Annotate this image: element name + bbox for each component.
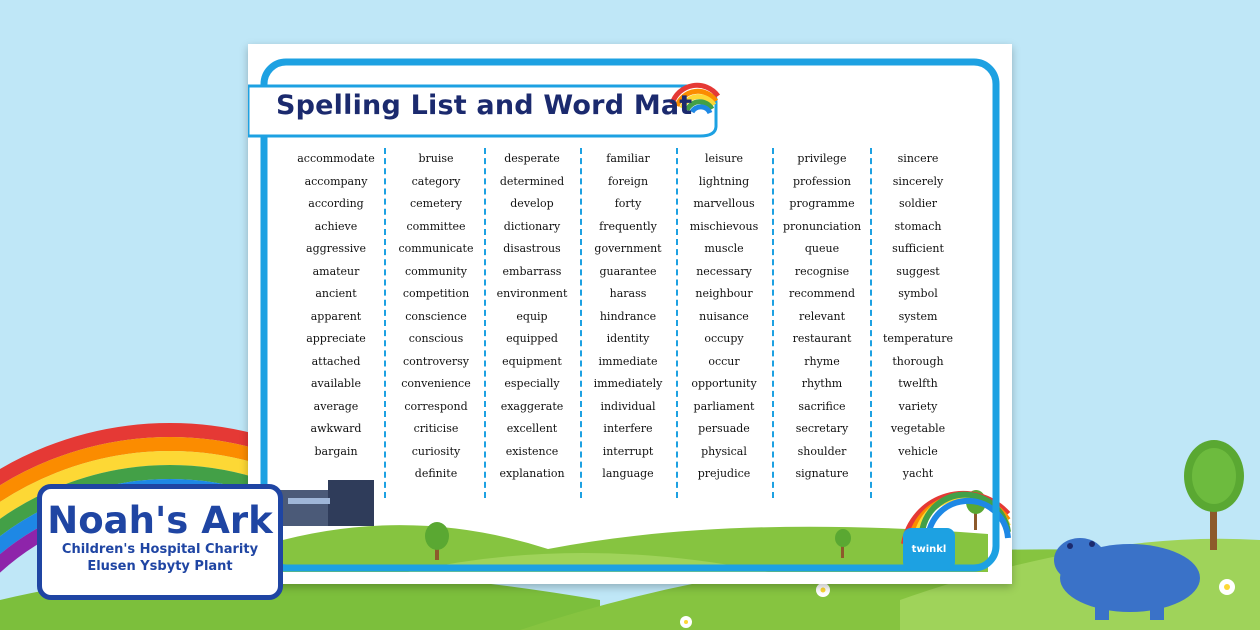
spelling-word: develop [510,197,554,210]
word-column-1 [288,148,386,498]
word-column-4 [580,148,678,498]
spelling-word: available [311,377,361,390]
spelling-word: lightning [698,174,750,188]
spelling-word: opportunity [691,377,757,390]
spelling-word: ancient [315,287,357,300]
spelling-word: existence [505,444,559,458]
spelling-word: recognise [794,264,850,278]
spelling-word: rhythm [801,377,843,390]
spelling-word: accommodate [297,152,375,165]
logo-line-english: Children's Hospital Charity [61,542,259,557]
spelling-word: hindrance [599,309,657,323]
spelling-word: curiosity [411,444,461,458]
spelling-word: marvellous [693,197,755,210]
spelling-word: amateur [312,264,360,278]
spelling-word: interfere [603,422,653,435]
spelling-word: desperate [504,152,560,165]
spelling-word: persuade [698,422,750,435]
spelling-word: awkward [310,422,362,435]
spelling-word: restaurant [792,332,852,345]
spelling-word: conscious [408,332,464,345]
spelling-word: queue [804,242,840,255]
spelling-word: excellent [506,422,558,435]
spelling-word: physical [701,444,747,458]
spelling-word: programme [789,197,855,210]
spelling-word: occur [708,354,740,368]
spelling-word: definite [414,467,458,480]
spelling-word: disastrous [503,242,561,255]
spelling-word: environment [496,287,568,300]
spelling-word: suggest [896,264,940,278]
spelling-word: sacrifice [798,399,846,413]
spelling-word: conscience [405,309,467,323]
spelling-word: recommend [788,287,856,300]
spelling-word: attached [311,354,361,368]
spelling-word: immediately [593,377,663,390]
spelling-word: twelfth [898,377,938,390]
word-column-2 [388,148,486,498]
word-column-3 [484,148,582,498]
spelling-word: criticise [413,422,459,435]
spelling-word: bargain [314,444,358,458]
spelling-word: muscle [704,242,744,255]
spelling-word: immediate [598,354,658,368]
spelling-word: yacht [902,467,934,480]
spelling-word: variety [898,399,938,413]
spelling-word: necessary [696,264,752,278]
word-grid [288,148,968,498]
spelling-word: controversy [402,354,469,368]
spelling-word: thorough [892,354,944,368]
spelling-word: secretary [795,422,849,435]
tree-icon [1184,440,1244,550]
noahs-ark-logo [37,484,283,600]
spelling-word: familiar [606,152,650,165]
spelling-word: signature [795,467,849,480]
spelling-word: apparent [310,309,362,323]
word-column-6 [774,148,872,498]
spelling-word: sincere [897,152,939,165]
spelling-word: aggressive [306,242,366,255]
spelling-word: individual [600,399,656,413]
spelling-word: profession [792,174,852,188]
spelling-word: symbol [898,287,938,300]
spelling-word: convenience [401,377,471,390]
spelling-word: stomach [894,219,942,233]
spelling-word: relevant [798,309,846,323]
spelling-word: exaggerate [500,399,564,413]
spelling-word: vegetable [890,422,946,435]
spelling-word: frequently [599,219,657,233]
spelling-word: correspond [404,399,468,413]
spelling-word: embarrass [502,264,562,278]
spelling-word: cemetery [409,197,462,210]
spelling-word: equipment [502,354,562,368]
spelling-word: determined [499,174,565,188]
spelling-word: according [308,197,364,210]
spelling-word: equip [516,309,548,323]
word-column-5 [676,148,774,498]
spelling-word: shoulder [797,444,847,458]
spelling-word: government [594,242,662,255]
logo-name: Noah's Ark [47,499,273,542]
spelling-word: equipped [506,332,558,345]
spelling-word: communicate [398,242,474,255]
spelling-word: parliament [693,399,755,413]
spelling-word: forty [614,197,642,210]
spelling-word: sincerely [892,174,944,188]
spelling-word: bruise [418,152,454,165]
spelling-word: system [898,309,938,323]
spelling-word: soldier [898,197,938,210]
spelling-word: appreciate [306,332,366,345]
spelling-word: committee [406,219,466,233]
spelling-word: interrupt [602,444,654,458]
spelling-word: rhyme [804,354,840,368]
spelling-word: competition [402,287,470,300]
spelling-word: privilege [797,152,847,165]
spelling-word: guarantee [599,264,657,278]
spelling-word: category [411,174,461,188]
twinkl-badge-text: twinkl [911,543,947,555]
spelling-word: sufficient [892,242,944,255]
spelling-word: nuisance [699,309,749,323]
page-title: Spelling List and Word Mat [276,90,693,121]
word-column-7 [870,148,966,498]
spelling-word: foreign [607,174,649,188]
spelling-word: pronunciation [782,219,862,233]
spelling-word: identity [606,332,650,345]
spelling-word: language [602,467,654,480]
spelling-word: accompany [304,174,368,188]
spelling-word: average [313,399,359,413]
spelling-word: leisure [704,152,744,165]
spelling-word: explanation [499,467,565,480]
twinkl-badge [903,528,955,570]
spelling-word: harass [609,287,647,300]
spelling-word: dictionary [503,219,561,233]
spelling-word: achieve [314,219,358,233]
spelling-word: temperature [882,332,953,345]
spelling-word: occupy [704,332,744,345]
logo-line-welsh: Elusen Ysbyty Plant [87,559,233,574]
spelling-word: neighbour [695,287,753,300]
spelling-word: community [405,264,467,278]
spelling-word: prejudice [697,467,751,480]
spelling-word: mischievous [689,219,759,233]
spelling-word: vehicle [898,444,938,458]
spelling-word: especially [504,377,560,390]
